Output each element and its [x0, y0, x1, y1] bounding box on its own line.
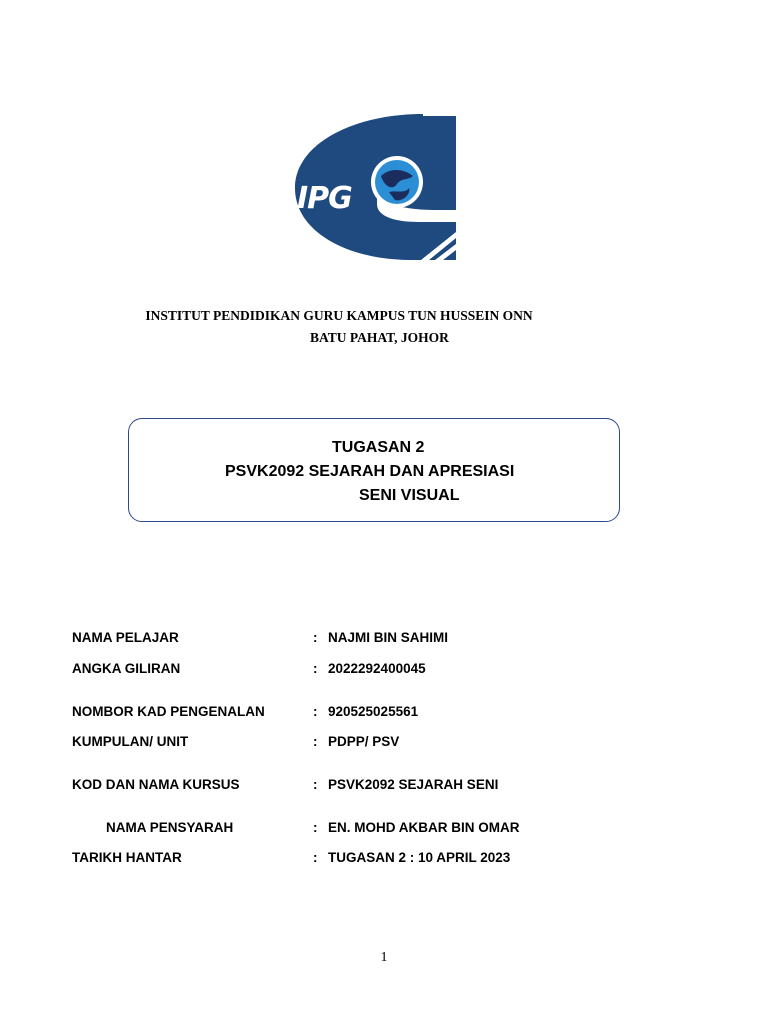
field-value: TUGASAN 2 : 10 APRIL 2023	[328, 850, 511, 865]
field-colon: :	[313, 704, 318, 719]
field-label: NAMA PENSYARAH	[106, 820, 234, 835]
field-value: NAJMI BIN SAHIMI	[328, 630, 449, 645]
field-label: KUMPULAN/ UNIT	[72, 734, 189, 749]
field-label: NAMA PELAJAR	[72, 630, 179, 645]
title-assignment: TUGASAN 2	[332, 439, 425, 456]
title-box	[128, 418, 620, 522]
field-colon: :	[313, 734, 318, 749]
field-label: NOMBOR KAD PENGENALAN	[72, 704, 265, 719]
field-colon: :	[313, 820, 318, 835]
title-course: PSVK2092 SEJARAH DAN APRESIASI	[225, 463, 515, 480]
logo-text: IPG	[297, 181, 352, 216]
field-colon: :	[313, 850, 318, 865]
field-colon: :	[313, 777, 318, 792]
field-value: 2022292400045	[328, 661, 426, 676]
field-value: EN. MOHD AKBAR BIN OMAR	[328, 820, 520, 835]
field-label: ANGKA GILIRAN	[72, 661, 181, 676]
field-value: 920525025561	[328, 704, 419, 719]
field-colon: :	[313, 630, 318, 645]
page-number: 1	[380, 950, 388, 965]
institution-location: BATU PAHAT, JOHOR	[310, 330, 449, 345]
field-label: TARIKH HANTAR	[72, 850, 182, 865]
title-course-cont: SENI VISUAL	[359, 487, 460, 504]
field-label: KOD DAN NAMA KURSUS	[72, 777, 240, 792]
ipg-logo	[293, 114, 459, 260]
globe-icon	[371, 156, 423, 208]
institution-name: INSTITUT PENDIDIKAN GURU KAMPUS TUN HUSSEIN ONN	[145, 308, 533, 323]
field-value: PDPP/ PSV	[328, 734, 400, 749]
field-value: PSVK2092 SEJARAH SENI	[328, 777, 499, 792]
field-colon: :	[313, 661, 318, 676]
